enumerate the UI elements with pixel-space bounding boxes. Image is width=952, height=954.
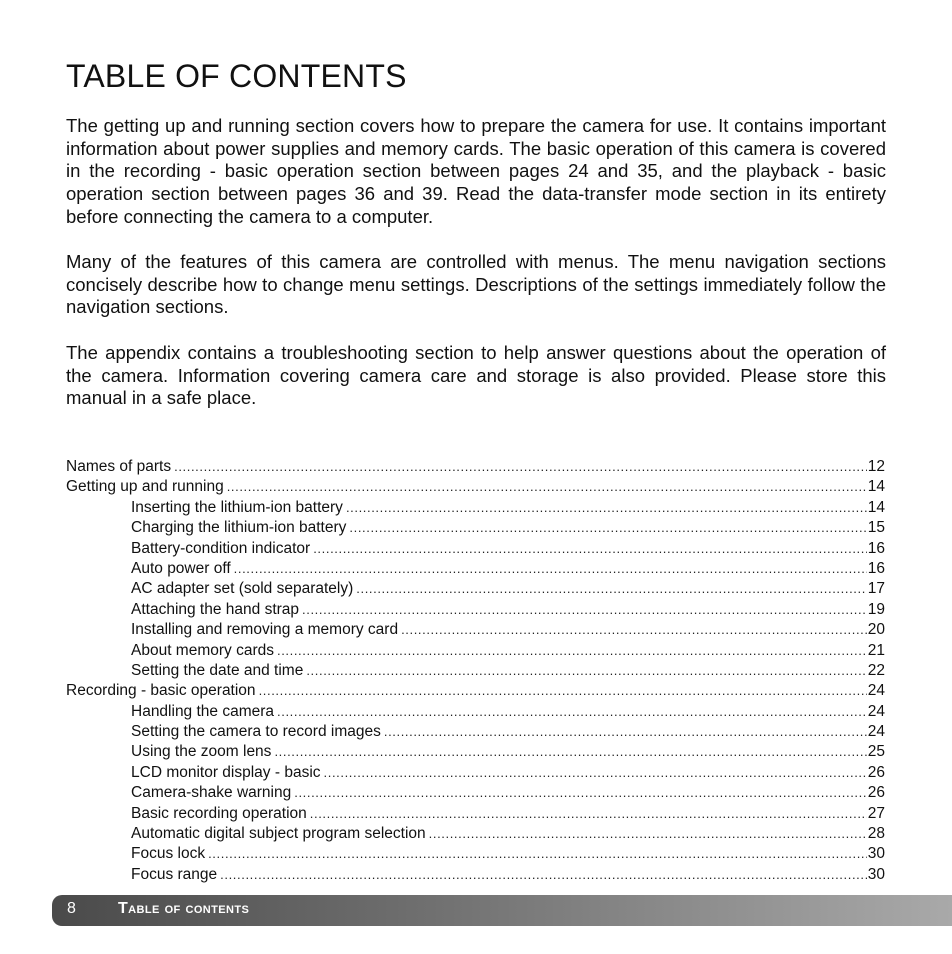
toc-entry-page-number: 14 [867, 478, 885, 496]
toc-entry-label: Setting the date and time [131, 661, 304, 679]
toc-entry-page-number: 16 [867, 559, 885, 577]
toc-entry-page-number: 19 [867, 600, 885, 618]
toc-subentry[interactable] [66, 824, 885, 844]
page-title: TABLE OF CONTENTS [66, 58, 407, 94]
toc-entry-label: Auto power off [131, 559, 231, 577]
toc-entry[interactable] [66, 681, 885, 701]
toc-dot-leader [324, 763, 867, 783]
toc-subentry[interactable] [66, 865, 885, 885]
toc-dot-leader [356, 579, 866, 599]
toc-entry-label: AC adapter set (sold separately) [131, 580, 354, 598]
toc-entry-page-number: 17 [867, 580, 885, 598]
toc-entry-page-number: 20 [867, 621, 885, 639]
toc-entry-label: Battery-condition indicator [131, 539, 311, 557]
toc-subentry[interactable] [66, 498, 885, 518]
toc-entry-label: Setting the camera to record images [131, 723, 381, 741]
toc-subentry[interactable] [66, 600, 885, 620]
toc-entry-label: Getting up and running [66, 478, 224, 496]
toc-entry[interactable] [66, 477, 885, 497]
toc-entry-label: Using the zoom lens [131, 743, 272, 761]
toc-dot-leader [302, 600, 867, 620]
toc-subentry[interactable] [66, 559, 885, 579]
toc-entry-label: Basic recording operation [131, 804, 307, 822]
toc-dot-leader [208, 844, 867, 864]
toc-entry-label: About memory cards [131, 641, 274, 659]
toc-entry[interactable] [66, 457, 885, 477]
intro-paragraph-appendix: The appendix contains a troubleshooting section to help answer questions about the operation of the camera. Information covering camera care and storage is also provided. Please store this manual in a safe place. [66, 342, 886, 409]
toc-entry-page-number: 30 [867, 845, 885, 863]
page-footer-bar [52, 895, 952, 926]
toc-dot-leader [294, 783, 867, 803]
toc-dot-leader [277, 702, 867, 722]
toc-dot-leader [313, 539, 867, 559]
toc-subentry[interactable] [66, 661, 885, 681]
toc-dot-leader [234, 559, 867, 579]
toc-entry-label: Camera-shake warning [131, 784, 292, 802]
intro-paragraph-menus: Many of the features of this camera are controlled with menus. The menu navigation sections concisely describe how to change menu settings. Descriptions of the settings immediately follow the navigation sections. [66, 251, 886, 318]
toc-entry-label: Focus lock [131, 845, 206, 863]
toc-subentry[interactable] [66, 579, 885, 599]
toc-entry-page-number: 12 [867, 458, 885, 475]
toc-dot-leader [384, 722, 867, 742]
toc-subentry[interactable] [66, 539, 885, 559]
toc-entry-page-number: 26 [867, 784, 885, 802]
toc-dot-leader [274, 742, 866, 762]
intro-paragraph-getting-started: The getting up and running section covers how to prepare the camera for use. It contains important information about power supplies and memory cards. The basic operation of this camera is covered in the recording - basic operation section between pages 24 and 35, and the playback - basic operation section between pages 36 and 39. Read the data-transfer mode section in its entirety before connecting the camera to a computer. [66, 115, 886, 227]
toc-dot-leader [346, 498, 867, 518]
toc-entry-page-number: 27 [867, 804, 885, 822]
toc-entry-page-number: 25 [867, 743, 885, 761]
toc-subentry[interactable] [66, 722, 885, 742]
footer-section-title: Table of contents [118, 900, 250, 917]
table-of-contents-list [66, 457, 885, 885]
toc-dot-leader [259, 681, 867, 701]
toc-entry-page-number: 15 [867, 519, 885, 537]
toc-entry-page-number: 28 [867, 825, 885, 843]
toc-subentry[interactable] [66, 702, 885, 722]
toc-dot-leader [227, 477, 867, 497]
toc-entry-label: Installing and removing a memory card [131, 621, 399, 639]
toc-entry-page-number: 14 [867, 498, 885, 516]
toc-dot-leader [429, 824, 867, 844]
toc-subentry[interactable] [66, 742, 885, 762]
toc-entry-label: Charging the lithium-ion battery [131, 519, 347, 537]
toc-dot-leader [174, 457, 867, 477]
toc-entry-page-number: 24 [867, 702, 885, 720]
toc-dot-leader [310, 804, 867, 824]
toc-entry-label: Recording - basic operation [66, 682, 256, 700]
toc-subentry[interactable] [66, 783, 885, 803]
toc-dot-leader [401, 620, 867, 640]
toc-dot-leader [220, 865, 867, 885]
toc-dot-leader [306, 661, 866, 681]
toc-entry-page-number: 21 [867, 641, 885, 659]
toc-subentry[interactable] [66, 763, 885, 783]
toc-entry-page-number: 22 [867, 661, 885, 679]
toc-subentry[interactable] [66, 518, 885, 538]
toc-subentry[interactable] [66, 620, 885, 640]
toc-entry-label: Automatic digital subject program selection [131, 825, 426, 843]
toc-subentry[interactable] [66, 804, 885, 824]
toc-subentry[interactable] [66, 844, 885, 864]
toc-entry-page-number: 30 [867, 865, 885, 883]
toc-entry-page-number: 26 [867, 763, 885, 781]
toc-entry-page-number: 16 [867, 539, 885, 557]
footer-page-number: 8 [67, 900, 76, 917]
toc-dot-leader [349, 518, 866, 538]
toc-entry-label: Inserting the lithium-ion battery [131, 498, 343, 516]
toc-entry-label: LCD monitor display - basic [131, 763, 321, 781]
toc-entry-page-number: 24 [867, 682, 885, 700]
toc-entry-label: Focus range [131, 865, 218, 883]
toc-dot-leader [277, 641, 867, 661]
toc-subentry[interactable] [66, 641, 885, 661]
toc-entry-page-number: 24 [867, 723, 885, 741]
toc-entry-label: Attaching the hand strap [131, 600, 300, 618]
toc-entry-label: Handling the camera [131, 702, 275, 720]
toc-entry-label: Names of parts [66, 458, 172, 475]
